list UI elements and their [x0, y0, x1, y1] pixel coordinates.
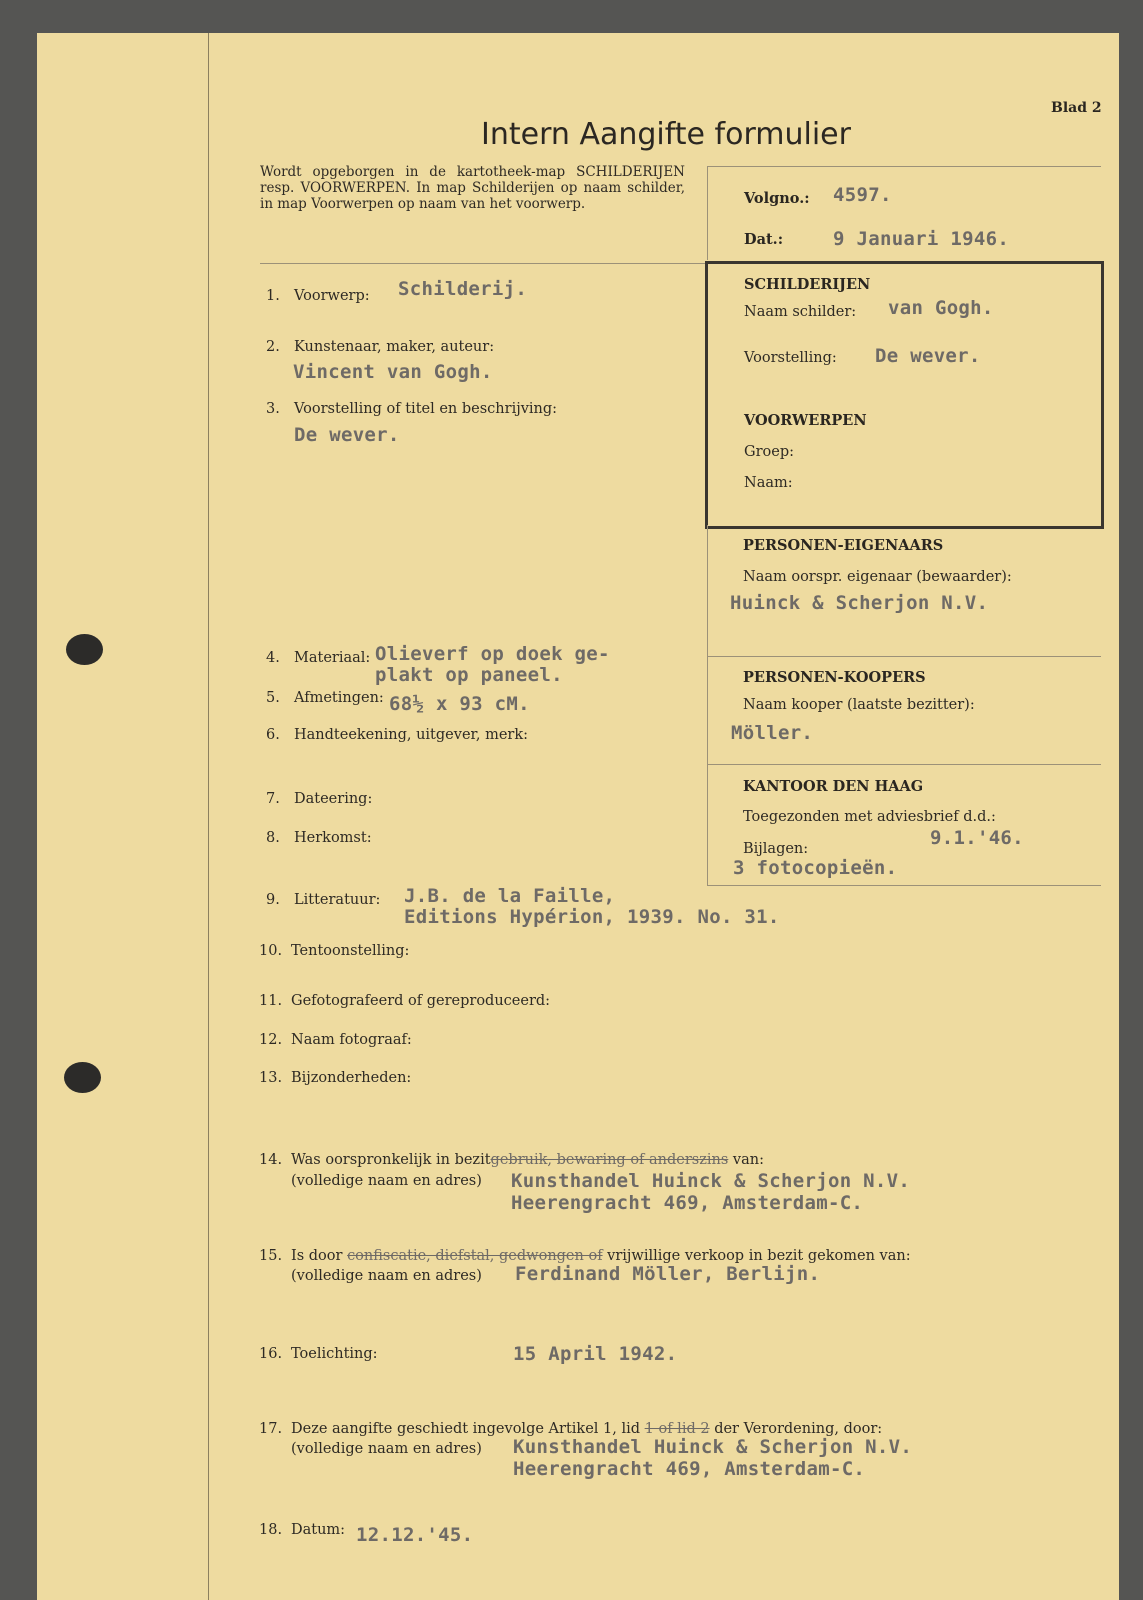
- kooper-label: Naam kooper (laatste bezitter):: [743, 697, 975, 713]
- field-number: 17.: [259, 1421, 283, 1437]
- field-number: 16.: [259, 1346, 283, 1362]
- naam-schilder-value: van Gogh.: [888, 297, 994, 319]
- tentoonstelling-label: Tentoonstelling:: [291, 943, 410, 959]
- voorstelling-titel-value: De wever.: [294, 424, 400, 446]
- field-number: 5.: [266, 690, 280, 706]
- verkoop-sub-label: (volledige naam en adres): [291, 1268, 482, 1284]
- page-number: Blad 2: [1051, 100, 1102, 116]
- punch-hole: [66, 634, 103, 665]
- toelichting-label: Toelichting:: [291, 1346, 378, 1362]
- eigenaar-label: Naam oorspr. eigenaar (bewaarder):: [743, 569, 1012, 585]
- punch-hole: [64, 1062, 101, 1093]
- litteratuur-value-2: Editions Hypérion, 1939. No. 31.: [404, 906, 780, 928]
- voorwerpen-heading: VOORWERPEN: [744, 412, 867, 429]
- toelichting-value: 15 April 1942.: [513, 1343, 678, 1365]
- field-number: 8.: [266, 830, 280, 846]
- field-number: 3.: [266, 401, 280, 417]
- field-number: 10.: [259, 943, 283, 959]
- bijlagen-value: 3 fotocopieën.: [733, 857, 898, 879]
- schilderijen-heading: SCHILDERIJEN: [744, 276, 871, 293]
- voorstelling-value: De wever.: [875, 345, 981, 367]
- voorstelling-label: Voorstelling:: [744, 350, 837, 366]
- eigenaar-value: Huinck & Scherjon N.V.: [730, 592, 989, 614]
- field-number: 7.: [266, 791, 280, 807]
- voorwerp-label: Voorwerp:: [294, 288, 370, 304]
- koopers-heading: PERSONEN-KOOPERS: [743, 669, 926, 686]
- materiaal-value-1: Olieverf op doek ge-: [375, 643, 610, 665]
- kantoor-heading: KANTOOR DEN HAAG: [743, 778, 924, 795]
- divider: [707, 764, 1101, 765]
- artikel-label: Deze aangifte geschiedt ingevolge Artikel 1, lid: [291, 1421, 641, 1437]
- divider: [707, 656, 1101, 657]
- datum-label: Datum:: [291, 1522, 346, 1538]
- field-number: 1.: [266, 288, 280, 304]
- artikel-sub-label: (volledige naam en adres): [291, 1441, 482, 1457]
- kooper-value: Möller.: [731, 722, 814, 744]
- divider: [707, 166, 1101, 167]
- divider: [707, 525, 708, 885]
- artikel-struck-text: 1 of lid 2: [644, 1421, 710, 1437]
- verkoop-value: Ferdinand Möller, Berlijn.: [515, 1263, 821, 1285]
- field-number: 4.: [266, 650, 280, 666]
- litteratuur-label: Litteratuur:: [294, 892, 381, 908]
- dat-label: Dat.:: [744, 231, 784, 248]
- naam-schilder-label: Naam schilder:: [744, 304, 857, 320]
- divider: [707, 885, 1101, 886]
- toegezonden-value: 9.1.'46.: [930, 827, 1024, 849]
- eigenaars-heading: PERSONEN-EIGENAARS: [743, 537, 944, 554]
- field-number: 12.: [259, 1032, 283, 1048]
- handteekening-label: Handteekening, uitgever, merk:: [294, 727, 529, 743]
- bezit-struck-text: gebruik, bewaring of anderszins: [490, 1152, 729, 1168]
- toegezonden-label: Toegezonden met adviesbrief d.d.:: [743, 809, 996, 825]
- margin-line: [208, 33, 209, 1600]
- bijzonderheden-label: Bijzonderheden:: [291, 1070, 412, 1086]
- field-number: 11.: [259, 993, 283, 1009]
- field-number: 9.: [266, 892, 280, 908]
- materiaal-value-2: plakt op paneel.: [375, 664, 563, 686]
- field-number: 15.: [259, 1248, 283, 1264]
- artikel-value-1: Kunsthandel Huinck & Scherjon N.V.: [513, 1436, 913, 1458]
- artikel-label-end: der Verordening, door:: [714, 1421, 883, 1437]
- voorstelling-titel-label: Voorstelling of titel en beschrijving:: [294, 401, 558, 417]
- bezit-label-end: van:: [732, 1152, 764, 1168]
- verkoop-label: Is door: [291, 1248, 343, 1264]
- field-number: 6.: [266, 727, 280, 743]
- groep-label: Groep:: [744, 444, 794, 460]
- gefotografeerd-label: Gefotografeerd of gereproduceerd:: [291, 993, 551, 1009]
- verkoop-label-end: vrijwillige verkoop in bezit gekomen van:: [607, 1248, 911, 1264]
- litteratuur-value-1: J.B. de la Faille,: [404, 885, 616, 907]
- afmetingen-value: 68½ x 93 cM.: [389, 693, 530, 715]
- field-number: 14.: [259, 1152, 283, 1168]
- afmetingen-label: Afmetingen:: [294, 690, 384, 706]
- naam-fotograaf-label: Naam fotograaf:: [291, 1032, 412, 1048]
- herkomst-label: Herkomst:: [294, 830, 372, 846]
- filing-note: Wordt opgeborgen in de kartotheek-map SCHILDERIJEN resp. VOORWERPEN. In map Schilderijen op naam schilder, in map Voorwerpen op naam van het voorwerp.: [260, 164, 685, 212]
- voorwerp-value: Schilderij.: [398, 278, 528, 300]
- divider: [260, 263, 707, 264]
- verkoop-struck-text: confiscatie, diefstal, gedwongen of: [347, 1248, 603, 1264]
- bijlagen-label: Bijlagen:: [743, 841, 809, 857]
- volgno-label: Volgno.:: [744, 190, 810, 207]
- kunstenaar-value: Vincent van Gogh.: [293, 361, 493, 383]
- bezit-value-2: Heerengracht 469, Amsterdam-C.: [511, 1192, 864, 1214]
- volgno-value: 4597.: [833, 184, 892, 206]
- naam-label: Naam:: [744, 475, 793, 491]
- dat-value: 9 Januari 1946.: [833, 228, 1010, 250]
- field-number: 2.: [266, 339, 280, 355]
- bezit-label: Was oorspronkelijk in bezit: [291, 1152, 491, 1168]
- field-number: 18.: [259, 1522, 283, 1538]
- materiaal-label: Materiaal:: [294, 650, 371, 666]
- datum-value: 12.12.'45.: [356, 1524, 474, 1546]
- field-number: 13.: [259, 1070, 283, 1086]
- dateering-label: Dateering:: [294, 791, 373, 807]
- kunstenaar-label: Kunstenaar, maker, auteur:: [294, 339, 495, 355]
- bezit-sub-label: (volledige naam en adres): [291, 1173, 482, 1189]
- bezit-value-1: Kunsthandel Huinck & Scherjon N.V.: [511, 1170, 911, 1192]
- artikel-value-2: Heerengracht 469, Amsterdam-C.: [513, 1458, 866, 1480]
- divider: [707, 166, 708, 260]
- form-title: Intern Aangifte formulier: [481, 117, 851, 152]
